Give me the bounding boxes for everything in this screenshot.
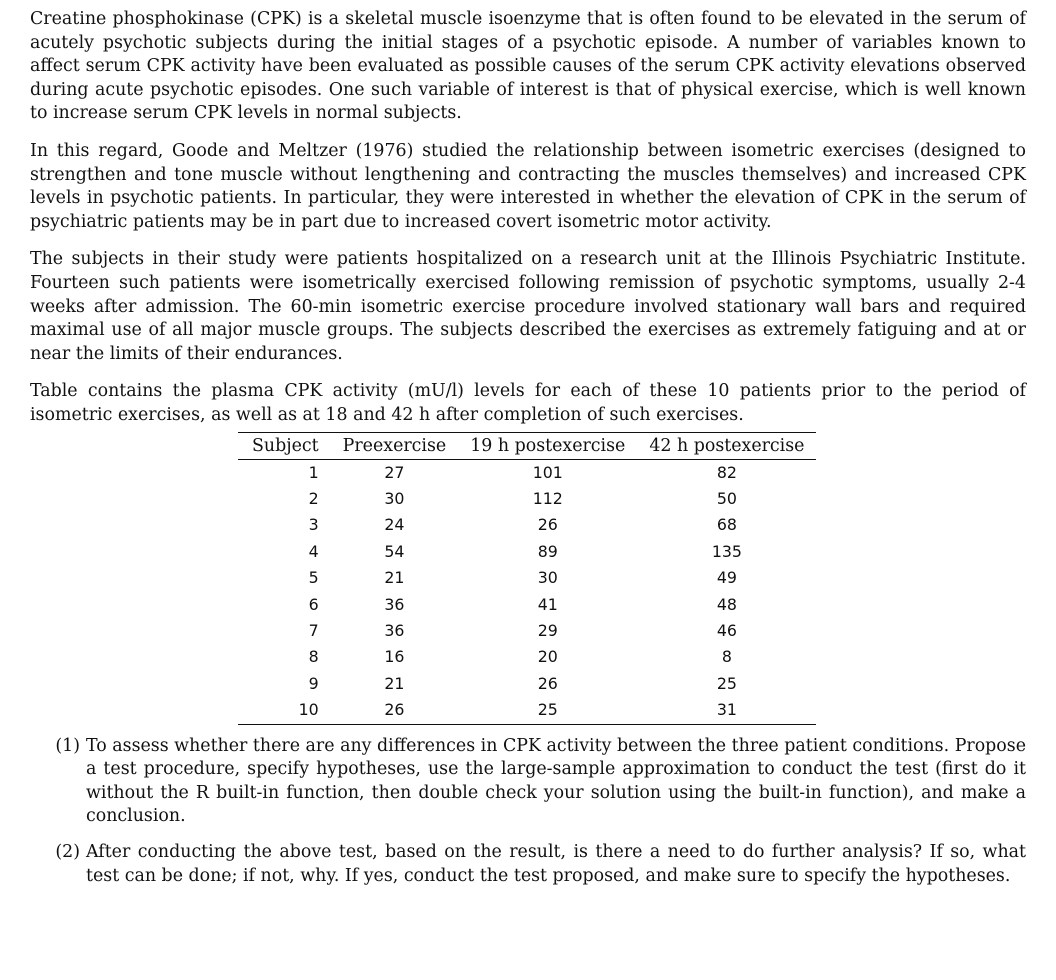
table-row <box>238 512 816 538</box>
cell-42h: 49 <box>716 568 737 588</box>
column-header-19h: 19 h postexercise <box>458 432 637 459</box>
paragraph-intro: Creatine phosphokinase (CPK) is a skeletal muscle isoenzyme that is often found to be elevated in the serum of acutely psychotic subjects during the initial stages of a psychotic episode. A number of variables known to affect serum CPK activity have been evaluated as possible causes of the serum CPK activity elevations observed during acute psychotic episodes. One such variable of interest is that of physical exercise, which is well known to increase serum CPK levels in normal subjects. <box>30 9 1026 124</box>
column-header-subject: Subject <box>238 432 331 459</box>
table-row <box>238 459 816 486</box>
cell-preexercise: 36 <box>384 594 405 614</box>
cell-19h: 112 <box>532 488 563 508</box>
table-row <box>238 539 816 565</box>
cell-19h: 26 <box>537 515 558 535</box>
cpk-data-table <box>238 432 816 725</box>
table-row <box>238 697 816 724</box>
question-text: After conducting the above test, based on the result, is there a need to do further analysis? If so, what test can be done; if not, why. If yes, conduct the test proposed, and make sure to specify the hypotheses. <box>86 841 1026 886</box>
cell-preexercise: 30 <box>384 488 405 508</box>
cell-42h: 68 <box>716 515 737 535</box>
cell-42h: 50 <box>716 488 737 508</box>
cell-subject: 7 <box>308 620 319 640</box>
table-row <box>238 565 816 591</box>
cell-subject: 10 <box>238 697 331 724</box>
question-text: To assess whether there are any differences in CPK activity between the three patient conditions. Propose a test procedure, specify hypotheses, use the large-sample approximation to conduct the test (first do it without the R built-in function, then double check your solution using the built-in function), and make a conclusion. <box>86 735 1026 827</box>
table-row <box>238 592 816 618</box>
question-number: (2) <box>55 841 80 862</box>
table-row <box>238 671 816 697</box>
cell-subject: 1 <box>308 462 319 482</box>
cell-subject: 3 <box>308 515 319 535</box>
table-header-row <box>238 432 816 459</box>
cell-19h: 89 <box>537 541 558 561</box>
cell-19h: 41 <box>537 594 558 614</box>
cell-preexercise: 26 <box>331 697 459 724</box>
cell-subject: 4 <box>308 541 319 561</box>
cell-42h: 25 <box>716 673 737 693</box>
cell-19h: 29 <box>537 620 558 640</box>
cell-subject: 2 <box>308 488 319 508</box>
paragraph-subjects: The subjects in their study were patients hospitalized on a research unit at the Illinois Psychiatric Institute. Fourteen such patients were isometrically exercised following remission of psychotic symptoms, usually 2-4 weeks after admission. The 60-min isometric exercise procedure involved stationary wall bars and required maximal use of all major muscle groups. The subjects described the exercises as extremely fatiguing and at or near the limits of their endurances. <box>30 249 1026 364</box>
cell-42h: 8 <box>721 647 732 667</box>
question-item <box>30 735 1026 829</box>
cell-preexercise: 36 <box>384 620 405 640</box>
table-row <box>238 486 816 512</box>
cell-19h: 20 <box>537 647 558 667</box>
question-list <box>30 735 1026 889</box>
table-row <box>238 618 816 644</box>
cell-42h: 48 <box>716 594 737 614</box>
paragraph-table-intro: Table contains the plasma CPK activity (mU/l) levels for each of these 10 patients prior to the period of isometric exercises, as well as at 18 and 42 h after completion of such exercises. <box>30 381 1026 425</box>
cell-preexercise: 21 <box>384 568 405 588</box>
cell-19h: 30 <box>537 568 558 588</box>
table-row <box>238 644 816 670</box>
cell-42h: 31 <box>637 697 816 724</box>
cell-19h: 25 <box>458 697 637 724</box>
paragraph-study: In this regard, Goode and Meltzer (1976) studied the relationship between isometric exercises (designed to strengthen and tone muscle without lengthening and contracting the muscles themselves) and increased CPK levels in psychotic patients. In particular, they were interested in whether the elevation of CPK in the serum of psychiatric patients may be in part due to increased covert isometric motor activity. <box>30 140 1026 232</box>
cell-42h: 135 <box>711 541 742 561</box>
cell-preexercise: 54 <box>384 541 405 561</box>
cell-42h: 82 <box>716 462 737 482</box>
cell-19h: 26 <box>537 673 558 693</box>
question-item <box>30 841 1026 888</box>
cell-subject: 6 <box>308 594 319 614</box>
cell-preexercise: 24 <box>384 515 405 535</box>
cell-42h: 46 <box>716 620 737 640</box>
cell-subject: 8 <box>308 647 319 667</box>
cell-preexercise: 21 <box>384 673 405 693</box>
cell-preexercise: 27 <box>384 462 405 482</box>
cell-preexercise: 16 <box>384 647 405 667</box>
cell-19h: 101 <box>532 462 563 482</box>
column-header-preexercise: Preexercise <box>331 432 459 459</box>
cell-subject: 5 <box>308 568 319 588</box>
column-header-42h: 42 h postexercise <box>637 432 816 459</box>
question-number: (1) <box>55 735 80 756</box>
cell-subject: 9 <box>308 673 319 693</box>
